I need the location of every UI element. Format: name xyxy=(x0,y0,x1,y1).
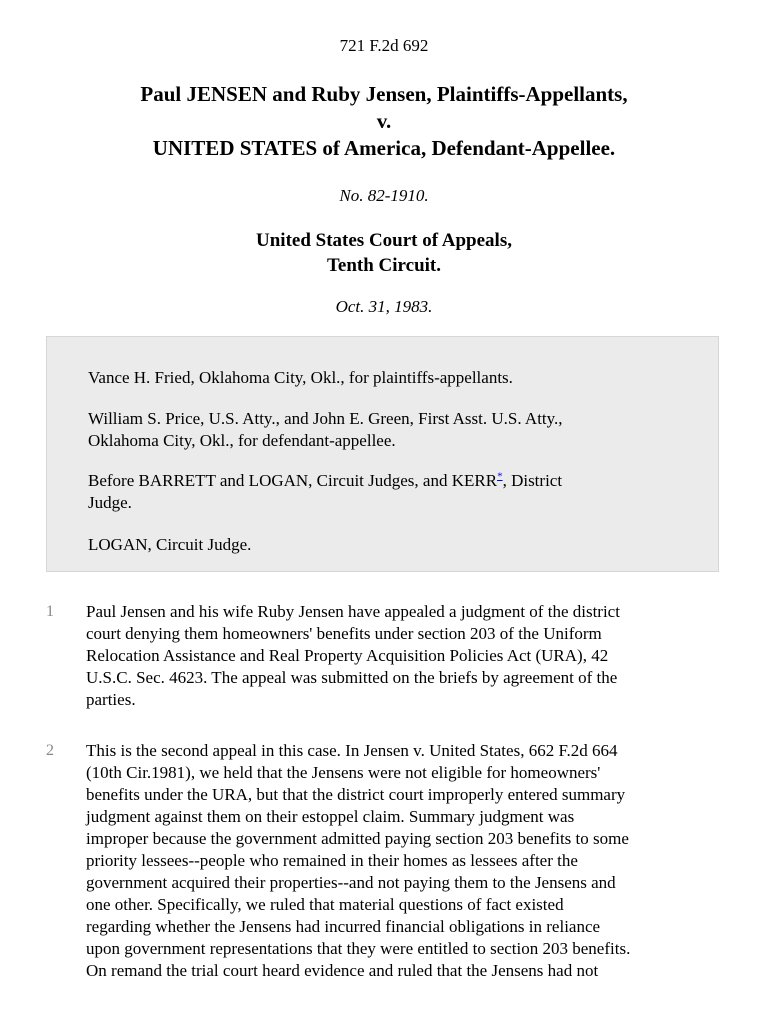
paragraph-line: On remand the trial court heard evidence and ruled that the Jensens had not xyxy=(86,961,599,980)
paragraph-line: upon government representations that they were entitled to section 203 benefits. xyxy=(86,939,631,958)
paragraph-text xyxy=(86,601,722,711)
court-name-line-1: United States Court of Appeals, xyxy=(256,230,512,251)
case-caption xyxy=(0,81,768,162)
panel-judges-text: Before BARRETT and LOGAN, Circuit Judges, and KERR xyxy=(88,471,498,490)
case-citation: 721 F.2d 692 xyxy=(339,36,429,55)
court-name-line-2: Tenth Circuit. xyxy=(326,255,442,276)
counsel-appellee-line-2: Oklahoma City, Okl., for defendant-appellee. xyxy=(88,431,396,450)
panel-judges-line-2: Judge. xyxy=(88,493,132,512)
paragraph-line: Relocation Assistance and Real Property Acquisition Policies Act (URA), 42 xyxy=(86,646,609,665)
paragraph-number: 2 xyxy=(46,742,54,759)
counsel-appellants: Vance H. Fried, Oklahoma City, Okl., for plaintiffs-appellants. xyxy=(88,368,513,387)
caption-versus: v. xyxy=(376,109,392,133)
counsel-appellee xyxy=(88,408,688,452)
caption-defendant: UNITED STATES of America, Defendant-Appellee. xyxy=(152,136,616,160)
paragraph-number: 1 xyxy=(46,603,54,620)
footnote-link[interactable]: * xyxy=(497,470,503,483)
counsel-appellee-line-1: William S. Price, U.S. Atty., and John E. Green, First Asst. U.S. Atty., xyxy=(88,409,563,428)
paragraph-line: priority lessees--people who remained in their homes as lessees after the xyxy=(86,851,578,870)
counsel-panel xyxy=(46,336,719,572)
paragraph-line: regarding whether the Jensens had incurred financial obligations in reliance xyxy=(86,917,601,936)
paragraph-line: parties. xyxy=(86,690,136,709)
decision-date: Oct. 31, 1983. xyxy=(335,297,433,316)
docket-number: No. 82-1910. xyxy=(339,186,429,205)
paragraph-line: (10th Cir.1981), we held that the Jensens were not eligible for homeowners' xyxy=(86,763,601,782)
opinion-author: LOGAN, Circuit Judge. xyxy=(88,535,252,554)
paragraph-line: government acquired their properties--and not paying them to the Jensens and xyxy=(86,873,616,892)
paragraph-text xyxy=(86,740,722,982)
paragraph-line: judgment against them on their estoppel claim. Summary judgment was xyxy=(86,807,575,826)
paragraph-line: This is the second appeal in this case. In Jensen v. United States, 662 F.2d 664 xyxy=(86,741,618,760)
paragraph-line: benefits under the URA, but that the district court improperly entered summary xyxy=(86,785,626,804)
panel-judges-text-cont: , District xyxy=(502,471,563,490)
paragraph-line: Paul Jensen and his wife Ruby Jensen have appealed a judgment of the district xyxy=(86,602,620,621)
paragraph-line: improper because the government admitted paying section 203 benefits to some xyxy=(86,829,629,848)
panel-judges xyxy=(88,470,688,514)
court-name xyxy=(0,228,768,278)
paragraph-line: one other. Specifically, we ruled that material questions of fact existed xyxy=(86,895,564,914)
paragraph-line: court denying them homeowners' benefits under section 203 of the Uniform xyxy=(86,624,602,643)
paragraph-line: U.S.C. Sec. 4623. The appeal was submitted on the briefs by agreement of the xyxy=(86,668,618,687)
caption-plaintiffs: Paul JENSEN and Ruby Jensen, Plaintiffs-Appellants, xyxy=(140,82,628,106)
